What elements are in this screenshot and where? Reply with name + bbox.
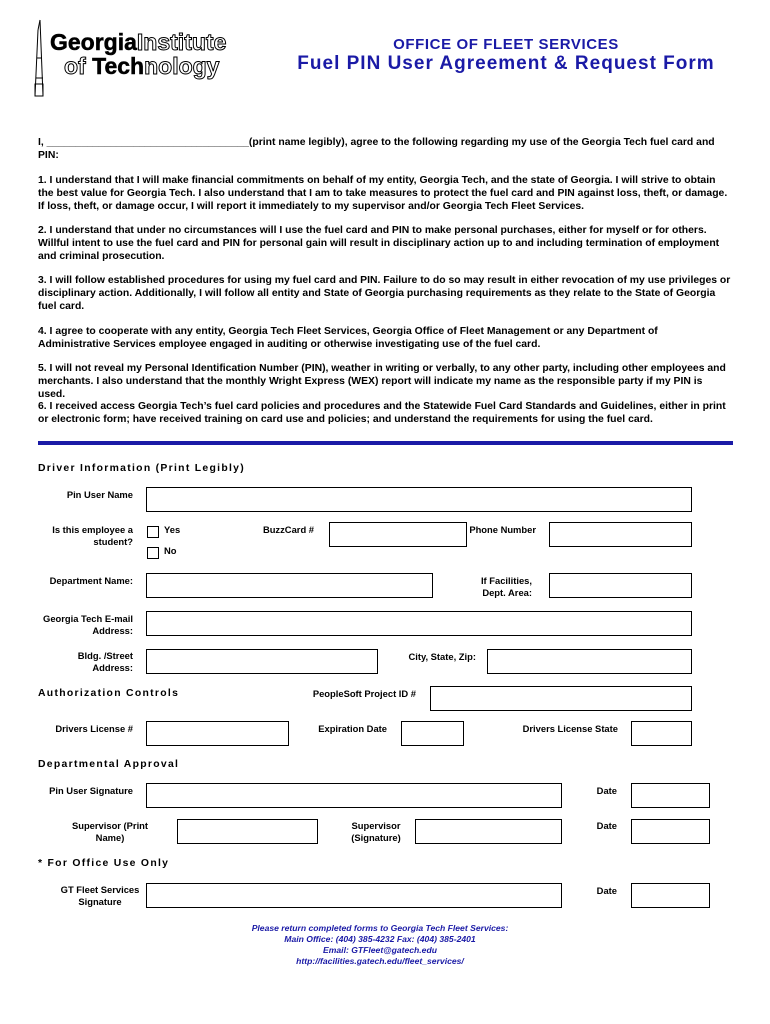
phone-label: Phone Number bbox=[469, 524, 536, 535]
logo-nology: nology bbox=[144, 53, 220, 79]
logo-georgia: Georgia bbox=[50, 29, 137, 55]
pin-signature-date-label: Date bbox=[596, 785, 617, 796]
supervisor-date-label: Date bbox=[596, 820, 617, 831]
license-state-label: Drivers License State bbox=[522, 723, 618, 734]
tower-logo-icon bbox=[28, 18, 273, 98]
phone-field[interactable] bbox=[549, 522, 692, 547]
license-state-field[interactable] bbox=[631, 721, 692, 746]
supervisor-sign-field[interactable] bbox=[415, 819, 562, 844]
bldg-field[interactable] bbox=[146, 649, 378, 674]
svg-text:of Technology bbox=[64, 53, 220, 79]
pin-signature-date-field[interactable] bbox=[631, 783, 710, 808]
footer-phone-fax: Main Office: (404) 385-4232 Fax: (404) 385-2401 bbox=[284, 934, 476, 944]
logo-institute: Institute bbox=[136, 29, 227, 55]
facilities-label: If Facilities, Dept. Area: bbox=[480, 575, 532, 598]
approval-section-heading: Departmental Approval bbox=[38, 759, 180, 770]
supervisor-print-label: Supervisor (Print Name) bbox=[71, 820, 149, 843]
driver-section-heading: Driver Information (Print Legibly) bbox=[38, 463, 245, 474]
section-divider bbox=[38, 441, 733, 445]
email-field[interactable] bbox=[146, 611, 692, 636]
email-label: Georgia Tech E-mail Address: bbox=[43, 613, 133, 636]
supervisor-sign-label: Supervisor (Signature) bbox=[351, 820, 401, 843]
expiration-label: Expiration Date bbox=[318, 723, 387, 734]
license-field[interactable] bbox=[146, 721, 289, 746]
georgia-tech-logo bbox=[28, 18, 273, 98]
peoplesoft-label: PeopleSoft Project ID # bbox=[312, 688, 416, 699]
department-label: Department Name: bbox=[49, 575, 133, 586]
term-2: 2. I understand that under no circumstances will I use the fuel card and PIN to make personal purchases, either for myself or for others. Willful intent to use the fuel card and PIN for personal gain will result in disciplinary action up to and including termination of employment and criminal prosecution. bbox=[38, 225, 720, 262]
city-label: City, State, Zip: bbox=[408, 651, 476, 662]
authorization-section-heading: Authorization Controls bbox=[38, 688, 180, 699]
term-4: 4. I agree to cooperate with any entity, Georgia Tech Fleet Services, Georgia Office of Fleet Management or any Department of Administrative Services employee engaged in auditing or otherwise investigating use of the fuel card. bbox=[38, 326, 658, 350]
footer-email: Email: GTFleet@gatech.edu bbox=[323, 945, 437, 955]
fleet-date-field[interactable] bbox=[631, 883, 710, 908]
term-3: 3. I will follow established procedures for using my fuel card and PIN. Failure to do so may result in either revocation of my use privileges or disciplinary action. Additionally, I will follow all entity and State of Georgia purchasing requirements as they relate to the State of Georgia fuel card. bbox=[38, 275, 731, 312]
city-field[interactable] bbox=[487, 649, 692, 674]
yes-checkbox[interactable] bbox=[147, 526, 159, 538]
logo-of: of bbox=[64, 53, 93, 79]
facilities-field[interactable] bbox=[549, 573, 692, 598]
svg-text:GeorgiaInstitute bbox=[50, 29, 226, 55]
fleet-signature-field[interactable] bbox=[146, 883, 562, 908]
pin-user-name-field[interactable] bbox=[146, 487, 692, 512]
office-heading: OFFICE OF FLEET SERVICES bbox=[393, 36, 619, 53]
no-checkbox[interactable] bbox=[147, 547, 159, 559]
expiration-field[interactable] bbox=[401, 721, 464, 746]
supervisor-date-field[interactable] bbox=[631, 819, 710, 844]
supervisor-print-field[interactable] bbox=[177, 819, 318, 844]
license-label: Drivers License # bbox=[55, 723, 133, 734]
footer-website-link[interactable]: http://facilities.gatech.edu/fleet_services/ bbox=[296, 956, 464, 966]
pin-signature-label: Pin User Signature bbox=[49, 785, 133, 796]
fleet-signature-label: GT Fleet Services Signature bbox=[60, 884, 140, 907]
footer-return-instructions: Please return completed forms to Georgia Tech Fleet Services: bbox=[251, 923, 509, 933]
term-6: 6. I received access Georgia Tech’s fuel card policies and procedures and the Statewide Fuel Card Standards and Guidelines, either in print or electronic form; have received training on card use and policies; and understand the requirements for using the fuel card. bbox=[38, 401, 726, 425]
term-5: 5. I will not reveal my Personal Identification Number (PIN), weather in writing or verbally, to any other party, including other employees and merchants. I also understand that the monthly Wright Express (WEX) report will indicate my name as the responsible party if my PIN is used. bbox=[38, 363, 726, 400]
bldg-label: Bldg. /Street Address: bbox=[77, 650, 133, 673]
student-question-label: Is this employee a student? bbox=[52, 524, 133, 547]
no-label: No bbox=[164, 545, 177, 556]
department-field[interactable] bbox=[146, 573, 433, 598]
pin-signature-field[interactable] bbox=[146, 783, 562, 808]
fleet-date-label: Date bbox=[596, 885, 617, 896]
buzzcard-label: BuzzCard # bbox=[262, 524, 314, 535]
form-title: Fuel PIN User Agreement & Request Form bbox=[297, 53, 715, 74]
logo-tech: Tech bbox=[92, 53, 145, 79]
peoplesoft-field[interactable] bbox=[430, 686, 692, 711]
office-use-section-heading: * For Office Use Only bbox=[38, 858, 170, 869]
intro-paragraph: I, ___________________________________(print name legibly), agree to the following regarding my use of the Georgia Tech fuel card and PIN: bbox=[38, 137, 715, 161]
term-1: 1. I understand that I will make financial commitments on behalf of my entity, Georgia Tech, and the state of Georgia. I will strive to obtain the best value for Georgia Tech. I also understand that I am to take measures to protect the fuel card and PIN against loss, theft, or damage. If loss, theft, or damage occur, I will report it immediately to my supervisor and/or Georgia Tech Fleet Services. bbox=[38, 175, 728, 212]
yes-label: Yes bbox=[164, 524, 181, 535]
pin-user-name-label: Pin User Name bbox=[66, 489, 133, 500]
